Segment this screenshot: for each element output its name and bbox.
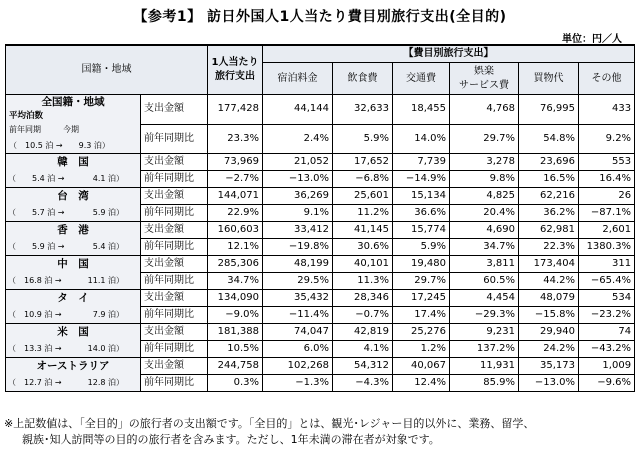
amount-cell: 28,346 — [333, 290, 393, 307]
stay-prev: （ 5.7 泊 → — [8, 207, 65, 217]
stay-nights — [6, 273, 141, 290]
yoy-cell: 29.7% — [450, 124, 519, 154]
table-row — [6, 95, 635, 125]
stay-nights — [6, 341, 141, 358]
amount-cell: 48,079 — [519, 290, 579, 307]
amount-cell: 73,969 — [208, 154, 263, 171]
yoy-cell: 29.5% — [263, 273, 333, 290]
amount-cell: 4,454 — [450, 290, 519, 307]
footnote-line-2: 親族･知人訪問等の目的の旅行者を含みます。ただし、1年未満の滞在者が対象です。 — [22, 433, 440, 446]
yoy-cell: 9.8% — [450, 171, 519, 188]
amount-cell: 244,758 — [208, 358, 263, 375]
region-header: 国籍・地域 — [6, 45, 208, 95]
yoy-cell: −4.3% — [333, 375, 393, 392]
stay-curr: 5.9 泊） — [92, 207, 124, 217]
yoy-cell: −6.8% — [333, 171, 393, 188]
yoy-cell: 36.6% — [393, 205, 450, 222]
yoy-cell: −65.4% — [579, 273, 635, 290]
yoy-cell: 137.2% — [450, 341, 519, 358]
yoy-cell: 17.4% — [393, 307, 450, 324]
yoy-cell: 34.7% — [450, 239, 519, 256]
footnote — [4, 416, 636, 448]
table-row — [6, 307, 635, 324]
category-group-header: 【費目別旅行支出】 — [263, 45, 635, 63]
stay-nights: （ 10.5 泊 → 9.3 泊） — [9, 141, 110, 150]
yoy-cell: 23.3% — [208, 124, 263, 154]
table-row — [6, 324, 635, 341]
row-label-amount: 支出金額 — [141, 222, 208, 239]
stay-nights — [6, 239, 141, 256]
expenditure-table — [5, 44, 635, 392]
yoy-cell: 11.2% — [333, 205, 393, 222]
amount-cell: 144,071 — [208, 188, 263, 205]
amount-cell: 1,009 — [579, 358, 635, 375]
stay-prev: （ 16.8 泊 → — [8, 275, 62, 285]
yoy-cell: −14.9% — [393, 171, 450, 188]
row-label-amount: 支出金額 — [141, 256, 208, 273]
yoy-cell: 20.4% — [450, 205, 519, 222]
per-person-header: 1人当たり 旅行支出 — [208, 45, 263, 95]
footnote-line-1: ※上記数値は、「全目的」の旅行者の支出額です。「全目的」とは、観光･レジャー目的以外に、業務、留学、 — [4, 417, 535, 430]
country-cell — [6, 95, 141, 154]
table-row — [6, 256, 635, 273]
amount-cell: 40,067 — [393, 358, 450, 375]
yoy-cell: 11.3% — [333, 273, 393, 290]
country-name: 韓 国 — [6, 154, 141, 171]
table-row — [6, 341, 635, 358]
stay-prev: （ 13.3 泊 → — [8, 343, 62, 353]
stay-prev: （ 5.4 泊 → — [8, 173, 65, 183]
amount-cell: 17,245 — [393, 290, 450, 307]
stay-prev: （ 12.7 泊 → — [8, 377, 62, 387]
yoy-cell: 0.3% — [208, 375, 263, 392]
col-header-lodging: 宿泊料金 — [263, 63, 333, 95]
amount-cell: 3,811 — [450, 256, 519, 273]
amount-cell: 173,404 — [519, 256, 579, 273]
amount-cell: 311 — [579, 256, 635, 273]
amount-cell: 48,199 — [263, 256, 333, 273]
page-title: 【参考1】 訪日外国人1人当たり費目別旅行支出(全目的) — [133, 9, 507, 25]
yoy-cell: 34.7% — [208, 273, 263, 290]
col-header-food: 飲食費 — [333, 63, 393, 95]
amount-cell: 3,278 — [450, 154, 519, 171]
country-name: 米 国 — [6, 324, 141, 341]
yoy-cell: 12.1% — [208, 239, 263, 256]
yoy-cell: 60.5% — [450, 273, 519, 290]
amount-cell: 35,173 — [519, 358, 579, 375]
amount-cell: 21,052 — [263, 154, 333, 171]
yoy-cell: 14.0% — [393, 124, 450, 154]
stay-curr: 4.1 泊） — [92, 173, 124, 183]
row-label-yoy: 前年同期比 — [141, 171, 208, 188]
yoy-cell: 16.5% — [519, 171, 579, 188]
table-row — [6, 205, 635, 222]
amount-cell: 41,145 — [333, 222, 393, 239]
amount-cell: 15,774 — [393, 222, 450, 239]
table-row — [6, 290, 635, 307]
yoy-cell: 12.4% — [393, 375, 450, 392]
yoy-cell: −23.2% — [579, 307, 635, 324]
row-label-yoy: 前年同期比 — [141, 307, 208, 324]
yoy-cell: 22.3% — [519, 239, 579, 256]
amount-cell: 4,690 — [450, 222, 519, 239]
table-row — [6, 222, 635, 239]
prev-period-label: 前年同期 — [9, 125, 41, 134]
amount-cell: 25,601 — [333, 188, 393, 205]
amount-cell: 11,931 — [450, 358, 519, 375]
country-name: オーストラリア — [6, 358, 141, 375]
yoy-cell: 2.4% — [263, 124, 333, 154]
amount-cell: 62,981 — [519, 222, 579, 239]
amount-cell: 35,432 — [263, 290, 333, 307]
yoy-cell: 85.9% — [450, 375, 519, 392]
amount-cell: 42,819 — [333, 324, 393, 341]
row-label-yoy: 前年同期比 — [141, 205, 208, 222]
yoy-cell: −9.0% — [208, 307, 263, 324]
avg-stay-label: 平均泊数 — [9, 111, 44, 121]
row-label-yoy: 前年同期比 — [141, 341, 208, 358]
amount-cell: 29,940 — [519, 324, 579, 341]
amount-cell: 26 — [579, 188, 635, 205]
amount-cell: 433 — [579, 95, 635, 125]
amount-cell: 4,825 — [450, 188, 519, 205]
yoy-cell: 36.2% — [519, 205, 579, 222]
yoy-cell: −9.6% — [579, 375, 635, 392]
yoy-cell: 4.1% — [333, 341, 393, 358]
amount-cell: 62,216 — [519, 188, 579, 205]
stay-curr: 12.8 泊） — [87, 377, 124, 387]
table-row — [6, 358, 635, 375]
table-row — [6, 273, 635, 290]
amount-cell: 44,144 — [263, 95, 333, 125]
amount-cell: 285,306 — [208, 256, 263, 273]
row-label-yoy: 前年同期比 — [141, 124, 208, 154]
yoy-cell: −43.2% — [579, 341, 635, 358]
amount-cell: 181,388 — [208, 324, 263, 341]
country-name: 台 湾 — [6, 188, 141, 205]
amount-cell: 74 — [579, 324, 635, 341]
yoy-cell: −19.8% — [263, 239, 333, 256]
row-label-amount: 支出金額 — [141, 290, 208, 307]
yoy-cell: 5.9% — [393, 239, 450, 256]
col-header-shopping: 買物代 — [519, 63, 579, 95]
curr-period-label: 今期 — [63, 125, 79, 134]
yoy-cell: 9.1% — [263, 205, 333, 222]
amount-cell: 534 — [579, 290, 635, 307]
amount-cell: 9,231 — [450, 324, 519, 341]
amount-cell: 32,633 — [333, 95, 393, 125]
yoy-cell: 10.5% — [208, 341, 263, 358]
amount-cell: 2,601 — [579, 222, 635, 239]
amount-cell: 76,995 — [519, 95, 579, 125]
yoy-cell: 29.7% — [393, 273, 450, 290]
amount-cell: 36,269 — [263, 188, 333, 205]
table-row — [6, 239, 635, 256]
amount-cell: 74,047 — [263, 324, 333, 341]
row-label-amount: 支出金額 — [141, 154, 208, 171]
stay-curr: 11.1 泊） — [87, 275, 124, 285]
table-row — [6, 188, 635, 205]
row-label-amount: 支出金額 — [141, 324, 208, 341]
amount-cell: 18,455 — [393, 95, 450, 125]
row-label-amount: 支出金額 — [141, 188, 208, 205]
yoy-cell: 6.0% — [263, 341, 333, 358]
stay-curr: 7.9 泊） — [92, 309, 124, 319]
amount-cell: 7,739 — [393, 154, 450, 171]
amount-cell: 25,276 — [393, 324, 450, 341]
stay-prev: （ 5.9 泊 → — [8, 241, 65, 251]
country-name: 中 国 — [6, 256, 141, 273]
amount-cell: 23,696 — [519, 154, 579, 171]
amount-cell: 102,268 — [263, 358, 333, 375]
yoy-cell: −29.3% — [450, 307, 519, 324]
amount-cell: 33,412 — [263, 222, 333, 239]
col-header-entertainment: 娯楽 サービス費 — [450, 63, 519, 95]
col-header-other: その他 — [579, 63, 635, 95]
amount-cell: 134,090 — [208, 290, 263, 307]
table-row — [6, 375, 635, 392]
stay-nights — [6, 205, 141, 222]
row-label-yoy: 前年同期比 — [141, 239, 208, 256]
amount-cell: 19,480 — [393, 256, 450, 273]
table-row — [6, 171, 635, 188]
country-name: タ イ — [6, 290, 141, 307]
yoy-cell: 30.6% — [333, 239, 393, 256]
unit-label: 単位：円／人 — [562, 34, 622, 45]
yoy-cell: −13.0% — [519, 375, 579, 392]
row-label-amount: 支出金額 — [141, 95, 208, 125]
country-name: 香 港 — [6, 222, 141, 239]
yoy-cell: −87.1% — [579, 205, 635, 222]
amount-cell: 15,134 — [393, 188, 450, 205]
stay-nights — [6, 171, 141, 188]
amount-cell: 17,652 — [333, 154, 393, 171]
stay-nights — [6, 375, 141, 392]
yoy-cell: −11.4% — [263, 307, 333, 324]
yoy-cell: 9.2% — [579, 124, 635, 154]
col-header-transport: 交通費 — [393, 63, 450, 95]
stay-prev: （ 10.9 泊 → — [8, 309, 62, 319]
amount-cell: 177,428 — [208, 95, 263, 125]
yoy-cell: 1.2% — [393, 341, 450, 358]
amount-cell: 54,312 — [333, 358, 393, 375]
yoy-cell: −2.7% — [208, 171, 263, 188]
yoy-cell: 22.9% — [208, 205, 263, 222]
yoy-cell: −15.8% — [519, 307, 579, 324]
yoy-cell: 16.4% — [579, 171, 635, 188]
amount-cell: 4,768 — [450, 95, 519, 125]
yoy-cell: −13.0% — [263, 171, 333, 188]
amount-cell: 553 — [579, 154, 635, 171]
row-label-amount: 支出金額 — [141, 358, 208, 375]
yoy-cell: 1380.3% — [579, 239, 635, 256]
amount-cell: 160,603 — [208, 222, 263, 239]
yoy-cell: 54.8% — [519, 124, 579, 154]
stay-curr: 14.0 泊） — [87, 343, 124, 353]
yoy-cell: 24.2% — [519, 341, 579, 358]
yoy-cell: −0.7% — [333, 307, 393, 324]
yoy-cell: 5.9% — [333, 124, 393, 154]
row-label-yoy: 前年同期比 — [141, 273, 208, 290]
yoy-cell: −1.3% — [263, 375, 333, 392]
amount-cell: 40,101 — [333, 256, 393, 273]
country-name: 全国籍・地域 — [41, 96, 105, 108]
stay-nights — [6, 307, 141, 324]
row-label-yoy: 前年同期比 — [141, 375, 208, 392]
table-row — [6, 154, 635, 171]
stay-curr: 5.4 泊） — [92, 241, 124, 251]
yoy-cell: 44.2% — [519, 273, 579, 290]
